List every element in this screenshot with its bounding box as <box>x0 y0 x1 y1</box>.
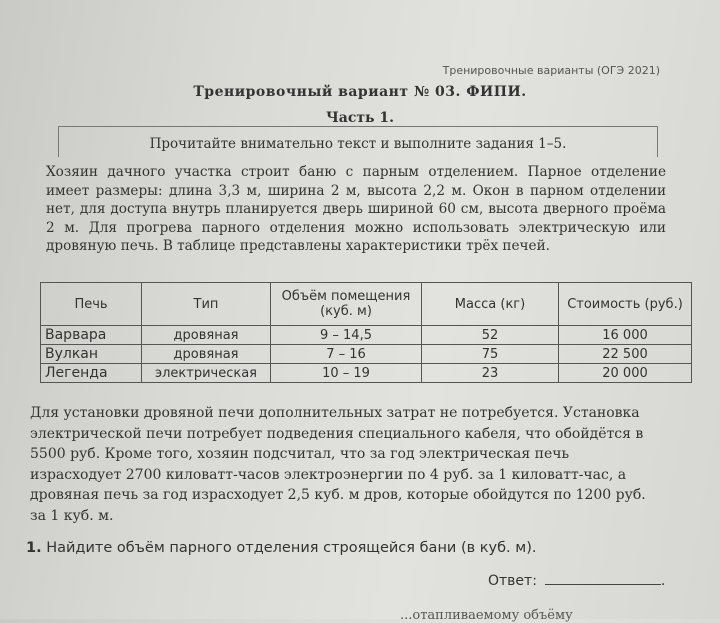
cell-type: дровяная <box>142 345 271 364</box>
part-heading: Часть 1. <box>325 110 395 126</box>
cell-mass: 52 <box>422 326 559 345</box>
cell-type: электрическая <box>142 364 271 383</box>
stoves-table <box>40 282 692 383</box>
question-text: Найдите объём парного отделения строящейся бани (в куб. м). <box>46 540 537 556</box>
table-header-row <box>41 283 692 326</box>
answer-blank[interactable] <box>545 572 661 585</box>
answer-label: Ответ: <box>488 573 537 589</box>
cut-off-text: ...отапливаемому объёму <box>400 608 573 623</box>
cell-cost: 20 000 <box>559 364 692 383</box>
page-title: Тренировочный вариант № 03. ФИПИ. <box>193 84 527 100</box>
cell-mass: 75 <box>422 345 559 364</box>
conditions-paragraph: Для установки дровяной печи дополнительных затрат не потребуется. Установка электрической печи потребует подведения специального кабеля, что обойдётся в 5500 руб. Кроме того, хозяин подсчитал, что за год электрическая печь израсходует 2700 киловатт-часов электроэнергии по 4 руб. за 1 киловатт-час, а дровяная печь за год израсходует 2,5 куб. м дров, которые обойдутся по 1200 руб. за 1 куб. м. <box>30 405 646 524</box>
instruction-box <box>58 126 658 157</box>
col-header-stove: Печь <box>41 283 142 326</box>
instruction-text: Прочитайте внимательно текст и выполните задания 1–5. <box>149 136 567 152</box>
running-header: Тренировочные варианты (ОГЭ 2021) <box>442 64 660 77</box>
cell-volume: 7 – 16 <box>271 345 422 364</box>
table-row <box>41 345 692 364</box>
cell-cost: 16 000 <box>559 326 692 345</box>
cell-stove: Вулкан <box>41 345 142 364</box>
col-header-volume: Объём помещения (куб. м) <box>271 283 422 326</box>
answer-line: Ответ: . <box>488 573 666 589</box>
col-header-mass: Масса (кг) <box>422 283 559 326</box>
cell-volume: 10 – 19 <box>271 364 422 383</box>
cell-type: дровяная <box>142 326 271 345</box>
cell-stove: Легенда <box>41 364 142 383</box>
question-number: 1. <box>26 540 42 556</box>
cell-mass: 23 <box>422 364 559 383</box>
cell-stove: Варвара <box>41 326 142 345</box>
question-1 <box>26 540 536 556</box>
table-row <box>41 364 692 383</box>
cell-volume: 9 – 14,5 <box>271 326 422 345</box>
intro-paragraph: Хозяин дачного участка строит баню с парным отделением. Парное отделение имеет размеры: длина 3,3 м, ширина 2 м, высота 2,2 м. Окон в парном отделении нет, для доступа внутрь планируется дверь шириной 60 см, высота дверного проёма 2 м. Для прогрева парного отделения можно использовать электрическую или дровяную печь. В таблице представлены характеристики трёх печей. <box>46 164 666 254</box>
col-header-type: Тип <box>142 283 271 326</box>
cell-cost: 22 500 <box>559 345 692 364</box>
col-header-cost: Стоимость (руб.) <box>559 283 692 326</box>
table-row <box>41 326 692 345</box>
